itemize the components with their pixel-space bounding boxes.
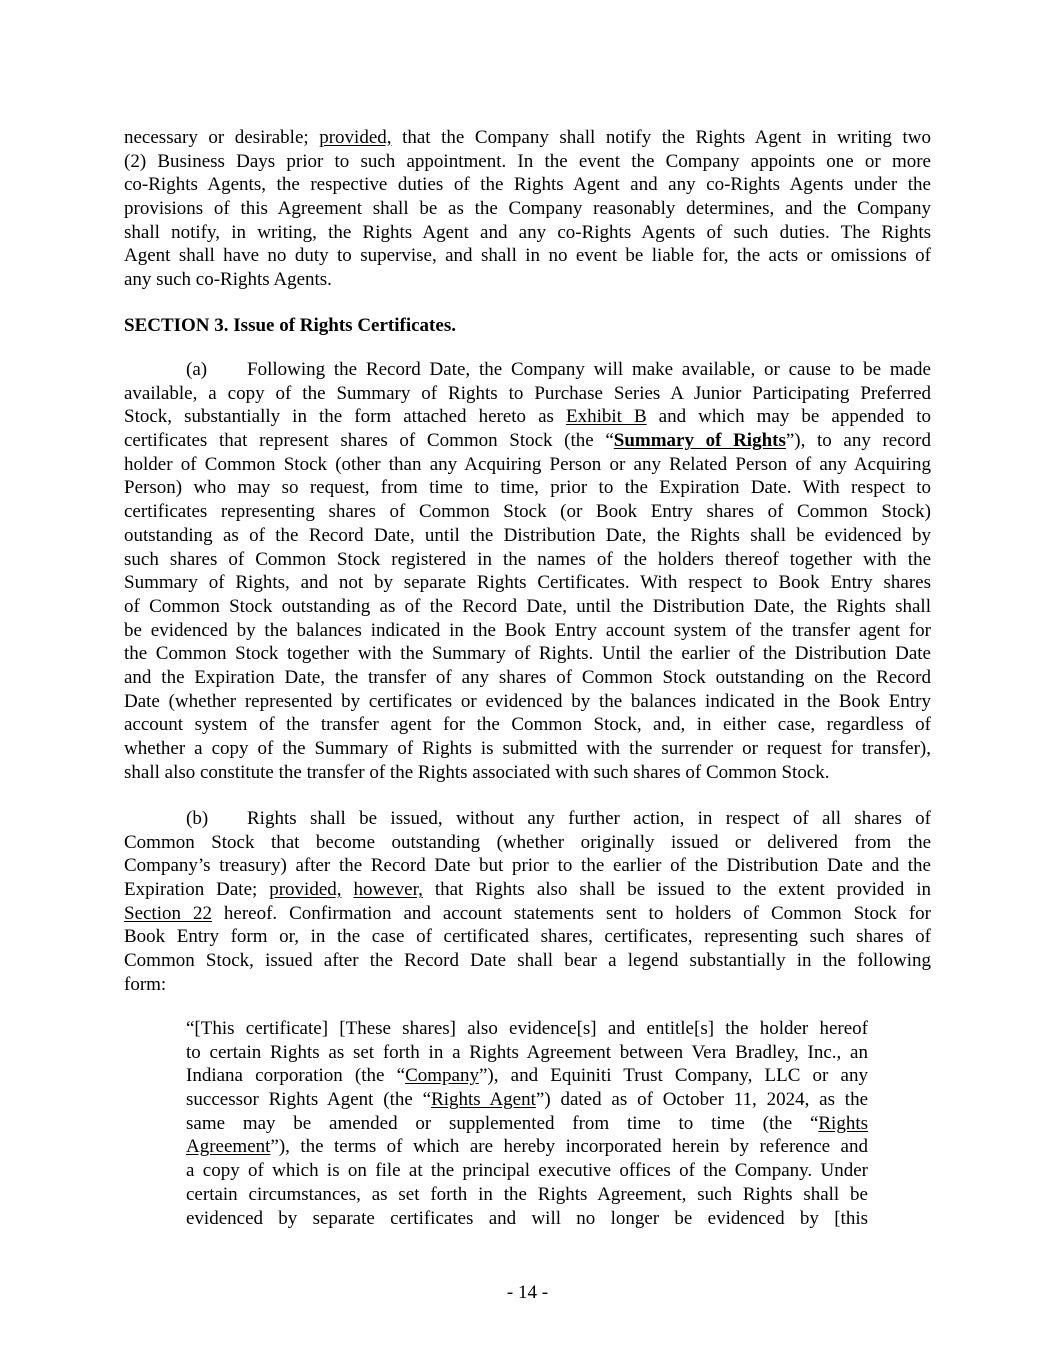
text-run: whether a copy of the Summary of Rights is submitted with the surrender or request for transfer), [124, 738, 931, 759]
text-line [124, 807, 931, 831]
text-run: successor Rights Agent (the “ [186, 1089, 432, 1111]
text-line [124, 221, 931, 245]
defined-term: Agreement [186, 1136, 271, 1158]
defined-term: Company [405, 1065, 479, 1087]
text-run: to certain Rights as set forth in a Rights Agreement between Vera Bradley, Inc., an [186, 1041, 868, 1063]
text-run: Stock, substantially in the form attached hereto as [124, 406, 566, 428]
text-line [124, 713, 931, 737]
text-line [124, 878, 931, 902]
paragraph-label: (b) [186, 808, 209, 829]
paragraph-a [124, 358, 931, 784]
paragraph-label: (a) [186, 359, 208, 380]
text-run: holder of Common Stock (other than any Acquiring Person or any Related Person of any Acquiring [124, 453, 931, 475]
text-run: account system of the transfer agent for the Common Stock, and, in either case, regardless of [124, 714, 931, 736]
text-line [124, 150, 931, 174]
text-run: outstanding as of the Record Date, until the Distribution Date, the Rights shall be evidenced by [124, 524, 931, 546]
text-run: Following the Record Date, the Company will make available, or cause to be made [247, 359, 931, 380]
text-run: Rights shall be issued, without any further action, in respect of all shares of [247, 808, 931, 829]
text-run: of Common Stock outstanding as of the Record Date, until the Distribution Date, the Rights shall [124, 595, 931, 617]
text-run: Book Entry form or, in the case of certificated shares, certificates, representing such shares of [124, 926, 931, 948]
text-run: Date (whether represented by certificates or evidenced by the balances indicated in the Book Entry [124, 690, 931, 712]
text-line [124, 761, 931, 785]
text-line [124, 595, 931, 619]
text-line [124, 737, 931, 761]
text-line [186, 1017, 868, 1041]
text-line [124, 831, 931, 855]
text-line [124, 524, 931, 548]
text-run: such shares of Common Stock registered in the names of the holders thereof together with the [124, 548, 931, 570]
text-run: that the Company shall notify the Rights Agent in writing two [391, 127, 931, 148]
text-run: evidenced by separate certificates and will no longer be evidenced by [this [186, 1207, 868, 1229]
text-line [124, 268, 931, 292]
text-line [124, 548, 931, 572]
text-run: the Common Stock together with the Summary of Rights. Until the earlier of the Distribution Date [124, 643, 931, 665]
page-number: - 14 - [506, 1282, 549, 1303]
text-run: ”), and Equiniti Trust Company, LLC or any [478, 1065, 868, 1087]
text-line [186, 1135, 868, 1159]
text-line [124, 405, 931, 429]
text-line [186, 1183, 868, 1207]
text-run: ”) dated as of October 11, 2024, as the [535, 1089, 868, 1111]
defined-term: Summary of Rights [613, 430, 786, 452]
text-line [124, 126, 931, 150]
paragraph-b [124, 807, 931, 997]
text-line [124, 666, 931, 690]
text-line [124, 429, 931, 453]
text-line [186, 1207, 868, 1231]
text-line [124, 244, 931, 268]
text-run: Expiration Date; [124, 879, 270, 901]
text-run: necessary or desirable; [124, 127, 320, 148]
section-heading: SECTION 3. Issue of Rights Certificates. [124, 315, 456, 336]
text-run: same may be amended or supplemented from time to time (the “ [186, 1112, 819, 1134]
text-line [124, 902, 931, 926]
text-line [186, 1041, 868, 1065]
text-line [186, 1088, 868, 1112]
text-line [124, 453, 931, 477]
text-line [124, 925, 931, 949]
text-run: Indiana corporation (the “ [186, 1065, 406, 1087]
text-run: and which may be appended to [646, 406, 932, 428]
text-line [124, 690, 931, 714]
text-line [124, 476, 931, 500]
text-line [124, 854, 931, 878]
text-run: and the Expiration Date, the transfer of any shares of Common Stock outstanding on the Record [124, 666, 931, 688]
text-run: any such co-Rights Agents. [124, 269, 332, 291]
text-line [124, 382, 931, 406]
text-run: Common Stock that become outstanding (whether originally issued or delivered from the [124, 831, 931, 853]
text-line [124, 197, 931, 221]
text-run: certificates that represent shares of Common Stock (the “ [124, 430, 614, 452]
text-run: form: [124, 973, 167, 995]
defined-term: Exhibit B [565, 406, 647, 428]
text-line [124, 973, 931, 997]
text-line [124, 173, 931, 197]
text-line [124, 619, 931, 643]
legend-quote [186, 1017, 868, 1230]
text-run: co-Rights Agents, the respective duties of the Rights Agent and any co-Rights Agents under the [124, 174, 931, 196]
text-line [124, 500, 931, 524]
text-line [186, 1064, 868, 1088]
text-run: provisions of this Agreement shall be as the Company reasonably determines, and the Company [124, 198, 931, 220]
text-run: be evidenced by the balances indicated in the Book Entry account system of the transfer agent for [124, 619, 931, 641]
defined-term: provided, [319, 127, 392, 148]
text-run: certificates representing shares of Common Stock (or Book Entry shares of Common Stock) [124, 501, 931, 523]
text-run: ”), the terms of which are hereby incorporated herein by reference and [270, 1136, 868, 1158]
text-run: “[This certificate] [These shares] also evidence[s] and entitle[s] the holder hereof [186, 1018, 868, 1039]
text-run: hereof. Confirmation and account statements sent to holders of Common Stock for [211, 902, 932, 924]
defined-term: Rights [818, 1112, 868, 1134]
text-run [342, 879, 354, 900]
text-line [124, 358, 931, 382]
text-run: certain circumstances, as set forth in the Rights Agreement, such Rights shall be [186, 1183, 868, 1205]
text-run: that Rights also shall be issued to the extent provided in [422, 879, 931, 901]
defined-term: provided, [269, 879, 342, 901]
text-line [124, 642, 931, 666]
text-line [186, 1112, 868, 1136]
text-run: Company’s treasury) after the Record Date but prior to the earlier of the Distribution Date and the [124, 855, 931, 877]
text-run: Summary of Rights, and not by separate Rights Certificates. With respect to Book Entry shares [124, 572, 931, 594]
text-run: a copy of which is on file at the principal executive offices of the Company. Under [186, 1160, 868, 1182]
paragraph-co-rights-agents [124, 126, 931, 292]
defined-term: Section 22 [124, 902, 212, 924]
text-run: Person) who may so request, from time to time, prior to the Expiration Date. With respect to [124, 477, 931, 499]
text-run: Agent shall have no duty to supervise, and shall in no event be liable for, the acts or omissions of [124, 245, 931, 267]
text-line [124, 571, 931, 595]
text-run: (2) Business Days prior to such appointment. In the event the Company appoints one or more [124, 150, 931, 172]
text-line [186, 1159, 868, 1183]
text-run: shall notify, in writing, the Rights Agent and any co-Rights Agents of such duties. The Rights [124, 221, 931, 243]
defined-term: however, [353, 879, 423, 901]
text-run: shall also constitute the transfer of the Rights associated with such shares of Common Stock. [124, 761, 830, 783]
text-run: available, a copy of the Summary of Rights to Purchase Series A Junior Participating Preferred [124, 382, 931, 404]
defined-term: Rights Agent [431, 1089, 536, 1111]
text-run: Common Stock, issued after the Record Date shall bear a legend substantially in the following [124, 950, 931, 972]
text-run: ”), to any record [785, 430, 931, 452]
text-line [124, 949, 931, 973]
